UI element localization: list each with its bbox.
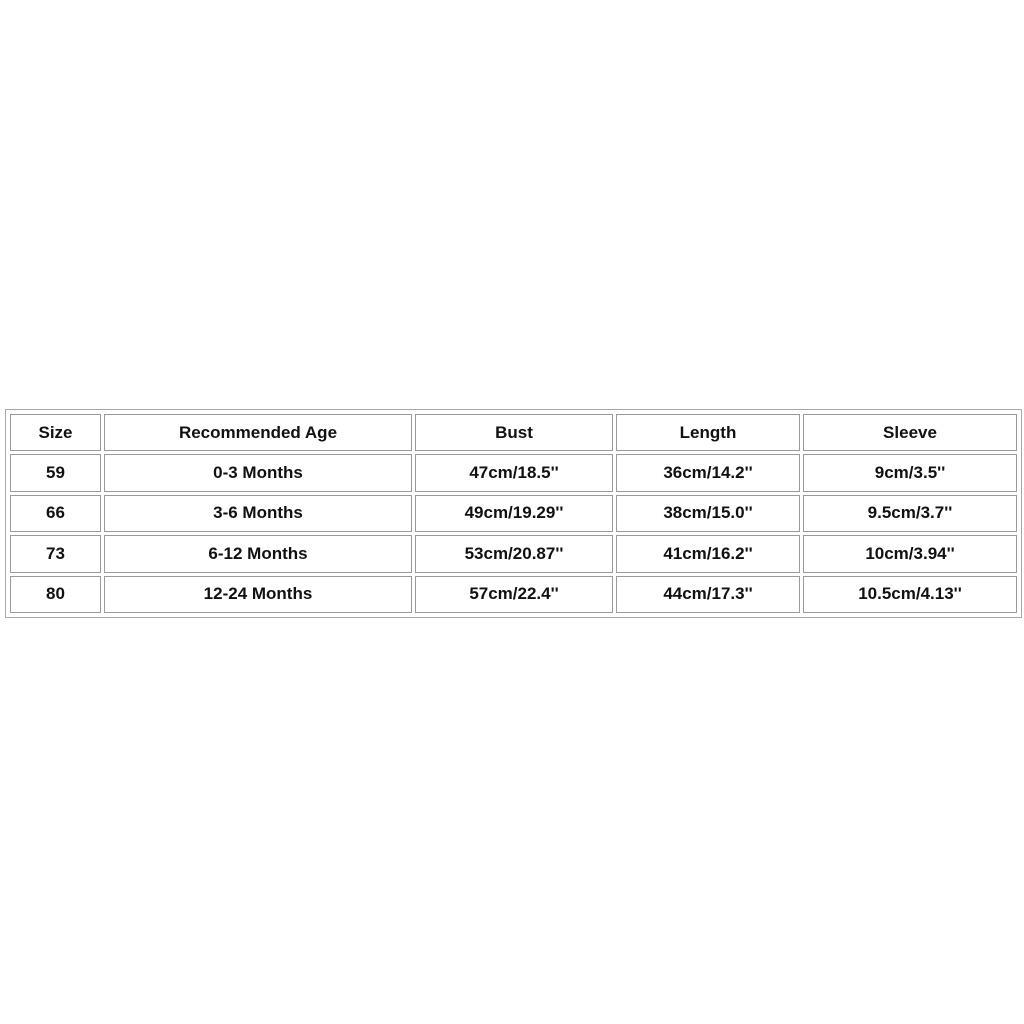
header-recommended-age: Recommended Age: [104, 414, 412, 451]
cell-bust: 53cm/20.87'': [415, 535, 613, 572]
header-bust: Bust: [415, 414, 613, 451]
table-header-row: [10, 414, 1017, 451]
cell-recommended-age: 0-3 Months: [104, 454, 412, 491]
cell-length: 36cm/14.2'': [616, 454, 800, 491]
cell-length: 38cm/15.0'': [616, 495, 800, 532]
header-size: Size: [10, 414, 101, 451]
cell-recommended-age: 12-24 Months: [104, 576, 412, 613]
cell-bust: 47cm/18.5'': [415, 454, 613, 491]
table-row: [10, 454, 1017, 491]
size-chart-table: [5, 409, 1022, 618]
cell-length: 44cm/17.3'': [616, 576, 800, 613]
cell-bust: 57cm/22.4'': [415, 576, 613, 613]
cell-sleeve: 10.5cm/4.13'': [803, 576, 1017, 613]
table-row: [10, 535, 1017, 572]
cell-size: 73: [10, 535, 101, 572]
cell-sleeve: 9cm/3.5'': [803, 454, 1017, 491]
cell-length: 41cm/16.2'': [616, 535, 800, 572]
table-row: [10, 495, 1017, 532]
cell-bust: 49cm/19.29'': [415, 495, 613, 532]
header-length: Length: [616, 414, 800, 451]
cell-size: 66: [10, 495, 101, 532]
table-row: [10, 576, 1017, 613]
header-sleeve: Sleeve: [803, 414, 1017, 451]
cell-size: 80: [10, 576, 101, 613]
cell-sleeve: 10cm/3.94'': [803, 535, 1017, 572]
cell-recommended-age: 6-12 Months: [104, 535, 412, 572]
cell-sleeve: 9.5cm/3.7'': [803, 495, 1017, 532]
cell-size: 59: [10, 454, 101, 491]
cell-recommended-age: 3-6 Months: [104, 495, 412, 532]
